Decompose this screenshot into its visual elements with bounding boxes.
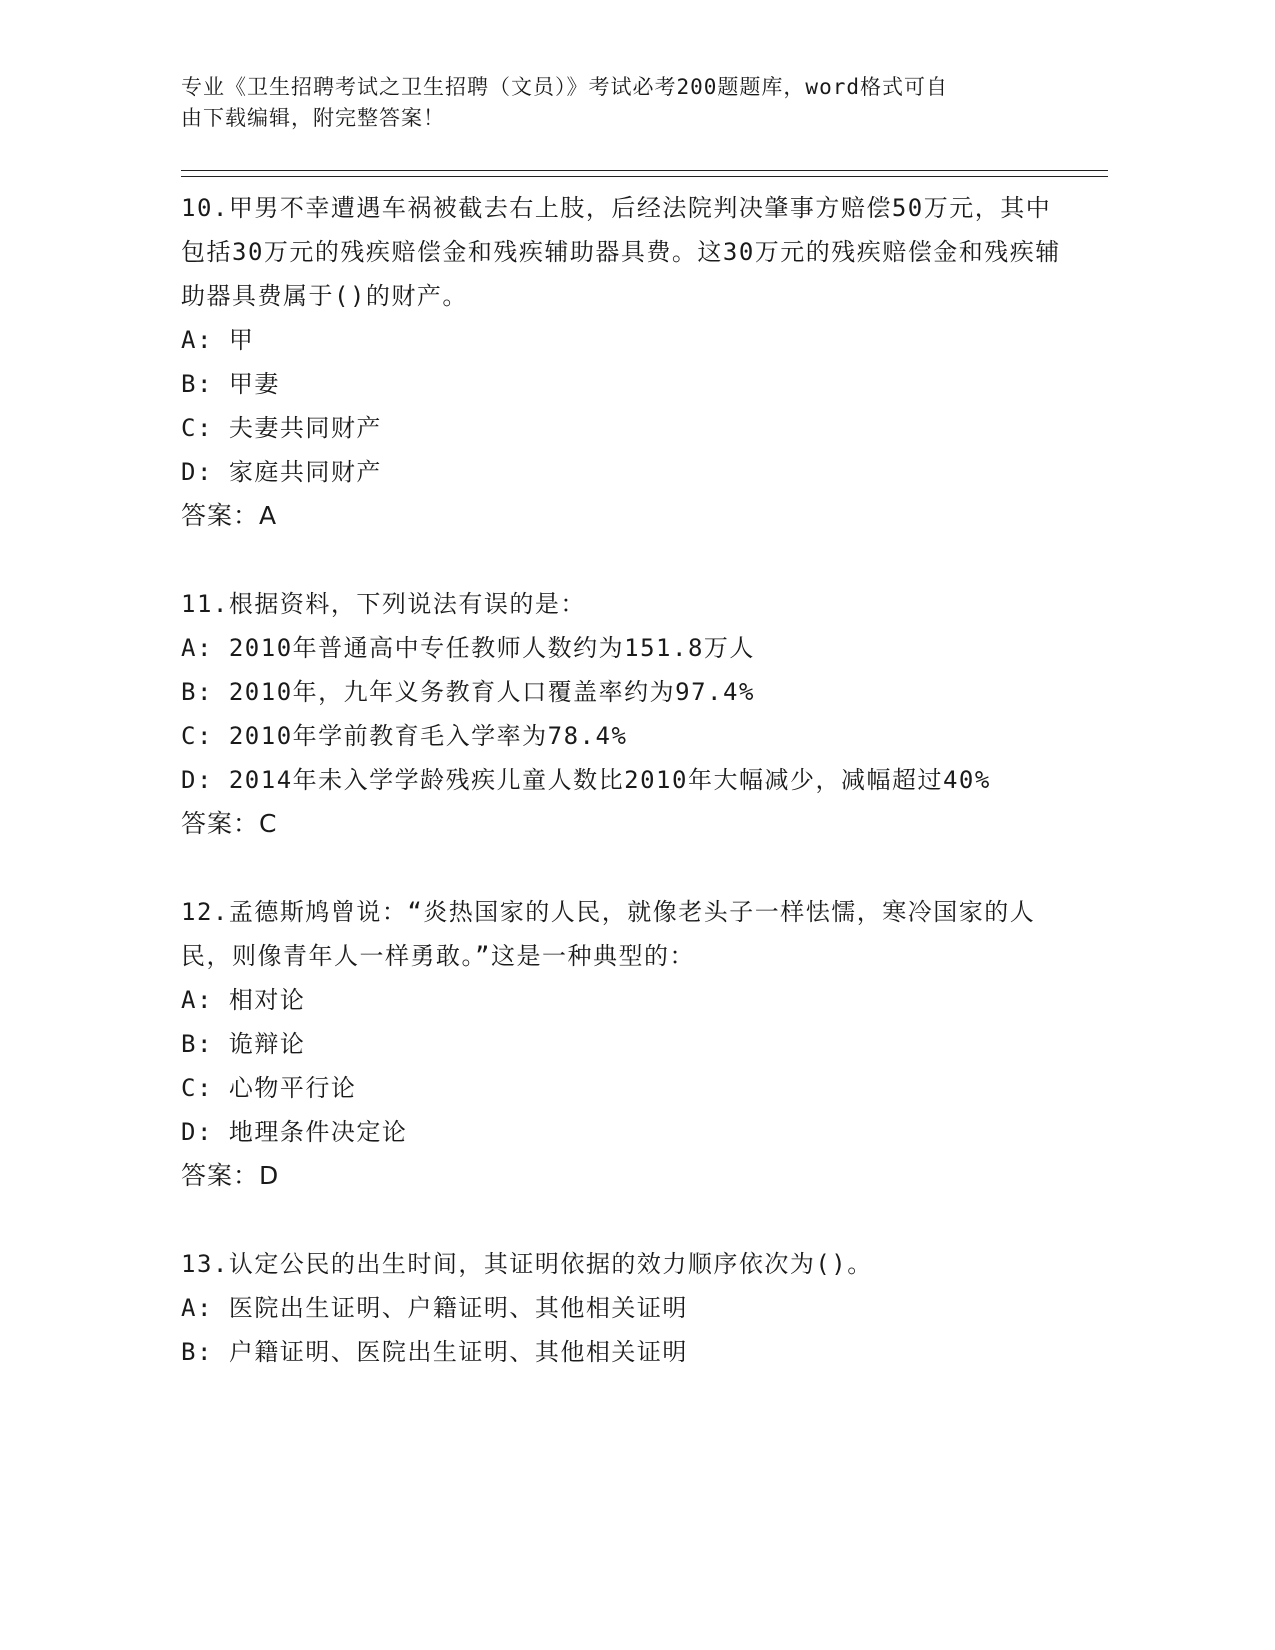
option-c: C: 夫妻共同财产 <box>181 414 382 442</box>
option-b: B: 诡辩论 <box>181 1030 306 1058</box>
question-spacer <box>181 1198 1061 1242</box>
answer-line: 答案：D <box>181 1161 280 1190</box>
header-line-2: 由下载编辑，附完整答案！ <box>181 106 445 130</box>
question-spacer <box>181 538 1061 582</box>
header-divider-bottom <box>181 176 1108 177</box>
header-line-1: 专业《卫生招聘考试之卫生招聘（文员）》考试必考200题题库，word格式可自 <box>181 75 948 99</box>
answer-line: 答案：C <box>181 809 278 838</box>
question-12 <box>181 890 1061 1198</box>
option-a: A: 医院出生证明、户籍证明、其他相关证明 <box>181 1294 688 1322</box>
option-a: A: 甲 <box>181 326 255 354</box>
option-c: C: 心物平行论 <box>181 1074 357 1102</box>
question-11 <box>181 582 1061 846</box>
header-divider-top <box>181 170 1108 171</box>
question-spacer <box>181 846 1061 890</box>
option-c: C: 2010年学前教育毛入学率为78.4% <box>181 722 628 750</box>
document-header <box>181 72 1061 134</box>
option-d: D: 地理条件决定论 <box>181 1118 408 1146</box>
option-a: A: 2010年普通高中专任教师人数约为151.8万人 <box>181 634 755 662</box>
question-text: 10.甲男不幸遭遇车祸被截去右上肢，后经法院判决肇事方赔偿50万元，其中包括30万元的残疾赔偿金和残疾辅助器具费。这30万元的残疾赔偿金和残疾辅助器具费属于()的财产。 <box>181 194 1061 310</box>
question-10 <box>181 186 1061 538</box>
option-b: B: 2010年，九年义务教育人口覆盖率约为97.4% <box>181 678 755 706</box>
question-list <box>181 186 1061 1374</box>
option-d: D: 家庭共同财产 <box>181 458 382 486</box>
option-a: A: 相对论 <box>181 986 306 1014</box>
option-d: D: 2014年未入学学龄残疾儿童人数比2010年大幅减少，减幅超过40% <box>181 766 991 794</box>
answer-line: 答案：A <box>181 501 278 530</box>
question-13 <box>181 1242 1061 1374</box>
question-text: 12.孟德斯鸠曾说：“炎热国家的人民，就像老头子一样怯懦，寒冷国家的人民，则像青年人一样勇敢。”这是一种典型的： <box>181 898 1036 970</box>
option-b: B: 户籍证明、医院出生证明、其他相关证明 <box>181 1338 688 1366</box>
question-text: 13.认定公民的出生时间，其证明依据的效力顺序依次为()。 <box>181 1250 873 1278</box>
option-b: B: 甲妻 <box>181 370 280 398</box>
question-text: 11.根据资料，下列说法有误的是： <box>181 590 586 618</box>
